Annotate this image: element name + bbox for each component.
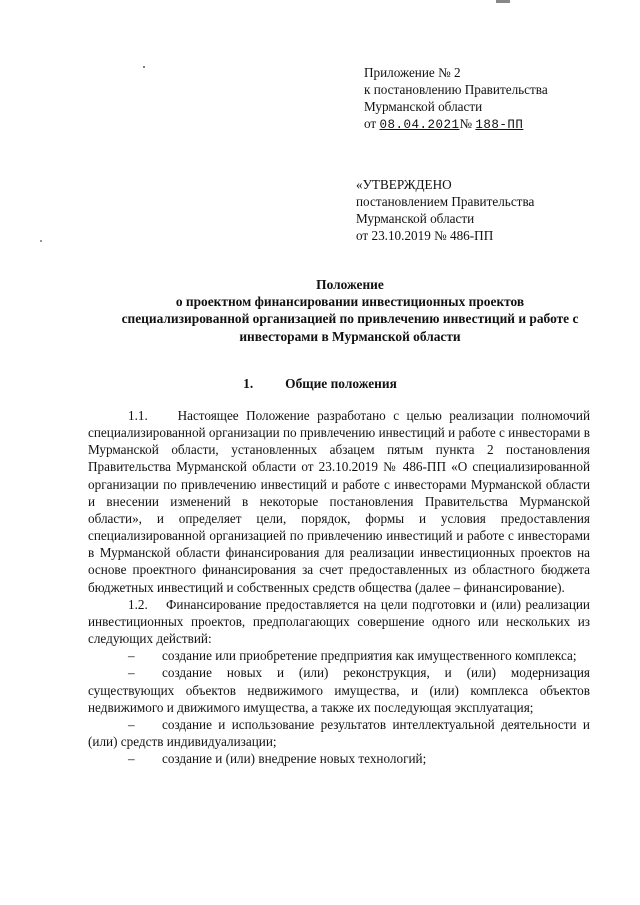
approved-line: постановлением Правительства: [356, 194, 535, 209]
title-line: о проектном финансировании инвестиционных проектов: [175, 294, 525, 310]
number-prefix: №: [459, 116, 476, 131]
scan-speck: [143, 66, 145, 68]
title-line: специализированной организацией по привлечению инвестиций и работе с: [121, 311, 579, 327]
section-title: Общие положения: [285, 376, 397, 391]
appendix-line: к постановлению Правительства: [364, 82, 548, 97]
list-item: [88, 647, 590, 664]
appendix-date-line: [364, 115, 548, 134]
scan-speck: [40, 240, 42, 242]
paragraph-1-1: 1.1. Настоящее Положение разработано с целью реализации полномочий специализированной организации по привлечению инвестиций и работе с инвесторами в Мурманской области, установленных абзацем пятым пункта 2 постановления Правительства Мурманской области от 23.10.2019 № 486-ПП «О специализированной организации по привлечению инвестиций и работе с инвесторами Мурманской области и внесении изменений в некоторые постановления Правительства Мурманской области», и определяет цели, порядок, формы и условия предоставления специализированной организацией по привлечению инвестиций и работе с инвесторами в Мурманской области финансирования для реализации инвестиционных проектов на основе проектного финансирования за счет предоставленных из областного бюджета бюджетных инвестиций и собственных средств общества (далее – финансирование).: [88, 408, 591, 595]
approved-block: [356, 176, 534, 244]
list-item-text: создание и (или) внедрение новых технологий;: [162, 751, 427, 767]
appendix-number: 188-ПП: [475, 118, 524, 132]
list-item: [88, 716, 590, 750]
dash-marker: –: [128, 665, 135, 681]
appendix-date: 08.04.2021: [379, 118, 460, 132]
document-title: [60, 276, 640, 345]
document-body: [88, 407, 590, 767]
list-item-text: создание новых и (или) реконструкция, и (или) модернизация существующих объектов недвижимого имущества, и (или) комплекса объектов недвижимого и движимого имущества, а также их последующая эксплуатация;: [88, 665, 590, 715]
appendix-line: Приложение № 2: [364, 65, 461, 80]
appendix-block: [364, 64, 548, 134]
appendix-line: Мурманской области: [364, 99, 483, 114]
section-heading: [0, 376, 640, 392]
dash-marker: –: [128, 716, 135, 732]
list-item: [88, 664, 590, 715]
paragraph-1-2: 1.2. Финансирование предоставляется на цели подготовки и (или) реализации инвестиционных проектов, предполагающих совершение одного или нескольких из следующих действий:: [88, 596, 590, 647]
title-line: Положение: [316, 277, 384, 292]
section-number: 1.: [243, 376, 254, 391]
list-item-text: создание и использование результатов интеллектуальной деятельности и (или) средств индивидуализации;: [88, 716, 590, 749]
approved-line: Мурманской области: [356, 211, 475, 226]
scan-mark: [496, 0, 510, 3]
list-item: [88, 750, 590, 767]
title-line: инвесторами в Мурманской области: [239, 328, 461, 344]
date-prefix: от: [364, 116, 380, 131]
dash-marker: –: [128, 751, 135, 767]
list-item-text: создание или приобретение предприятия как имущественного комплекса;: [162, 648, 577, 664]
approved-line: «УТВЕРЖДЕНО: [356, 177, 452, 192]
approved-line: от 23.10.2019 № 486-ПП: [356, 228, 494, 243]
dash-marker: –: [128, 648, 135, 664]
